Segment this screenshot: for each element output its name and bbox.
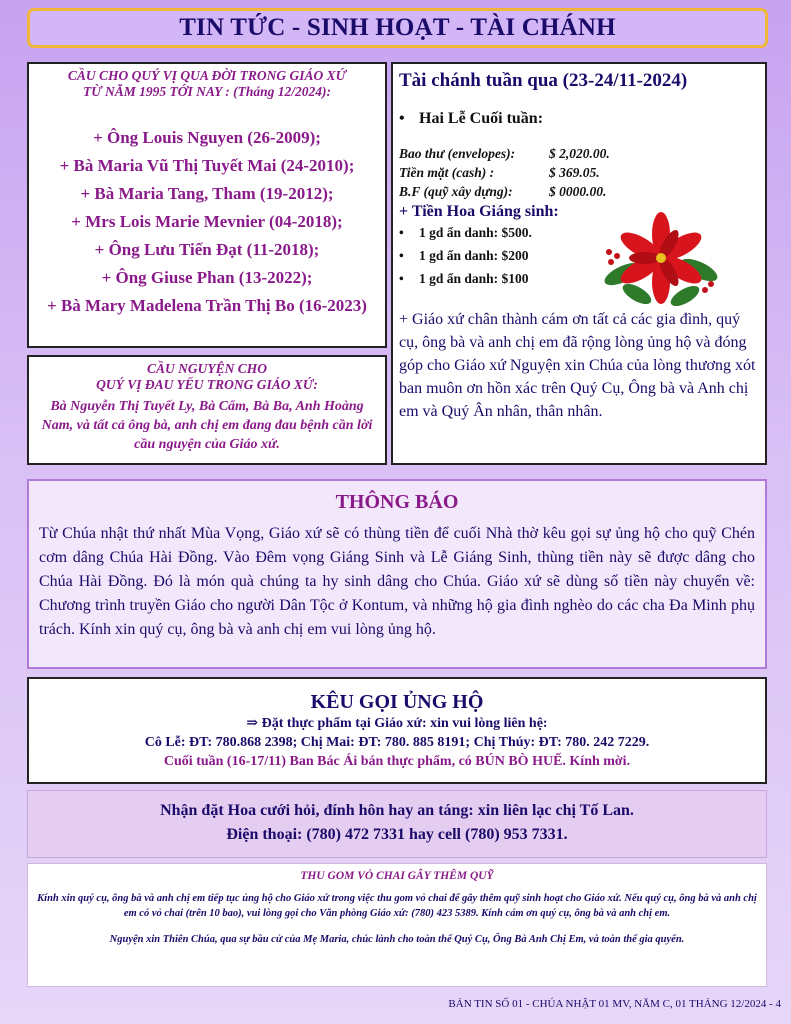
flower-order-line: Nhận đặt Hoa cưới hỏi, đính hôn hay an táng: xin liên lạc chị Tố Lan.: [160, 802, 634, 819]
bullet-icon: •: [399, 225, 404, 240]
finance-row: [399, 144, 759, 163]
finance-row-value: $ 2,020.00.: [549, 146, 610, 161]
flower-order-phone: Điện thoại: (780) 472 7331 hay cell (780) 953 7331.: [226, 826, 568, 843]
page-footer: BẢN TIN SỐ 01 - CHÚA NHẬT 01 MV, NĂM C, 01 THÁNG 12/2024 - 4: [448, 998, 781, 1010]
announcement-box: [27, 479, 767, 669]
thanks-text: + Giáo xứ chân thành cám ơn tất cả các gia đình, quý cụ, ông bà và anh chị em đã rộng lòng ủng hộ và đóng góp cho Giáo xứ Nguyện xin Chúa của lòng thương xót ban muôn ơn hồn xác trên Quý Cụ, Ông bà và Anh chị em và Quý Ân nhân, thân nhân.: [399, 311, 756, 420]
prayer-heading-1: CẦU NGUYỆN CHO: [146, 361, 267, 376]
finance-title: Tài chánh tuần qua (23-24/11-2024): [399, 70, 688, 91]
announcement-title: THÔNG BÁO: [335, 491, 459, 513]
deceased-list: [29, 124, 385, 320]
finance-row-label: Bao thư (envelopes):: [399, 146, 516, 161]
appeal-weekend: Cuối tuần (16-17/11) Ban Bác Ái bán thực phẩm, có BÚN BÒ HUẾ. Kính mời.: [163, 754, 631, 769]
deceased-heading-2: TỪ NĂM 1995 TỚI NAY : (Tháng 12/2024):: [82, 84, 332, 99]
weekend-label: Hai Lễ Cuối tuần:: [419, 110, 544, 127]
finance-row-value: $ 0000.00.: [549, 184, 607, 199]
list-item: + Bà Maria Vũ Thị Tuyết Mai (24-2010);: [59, 156, 355, 175]
finance-row-label: Tiền mặt (cash) :: [399, 165, 495, 180]
list-item: + Ông Louis Nguyen (26-2009);: [93, 128, 321, 147]
list-item: + Mrs Lois Marie Mevnier (04-2018);: [71, 212, 343, 231]
donation-text: 1 gd ẩn danh: $500.: [419, 225, 532, 240]
appeal-box: [27, 677, 767, 784]
finance-row-label: B.F (quỹ xây dựng):: [399, 184, 513, 199]
list-item: + Bà Mary Madelena Trần Thị Bo (16-2023): [47, 296, 367, 315]
appeal-line: ⇒ Đặt thực phẩm tại Giáo xứ: xin vui lòng liên hệ:: [246, 716, 548, 731]
finance-box: [391, 62, 767, 465]
page-title: TIN TỨC - SINH HOẠT - TÀI CHÁNH: [179, 14, 616, 41]
donation-text: 1 gd ẩn danh: $100: [419, 271, 529, 286]
list-item: + Ông Lưu Tiến Đạt (11-2018);: [94, 240, 320, 259]
list-item: + Ông Giuse Phan (13-2022);: [101, 268, 313, 287]
poinsettia-icon: [601, 212, 721, 312]
bullet-icon: •: [399, 271, 404, 286]
prayer-box: [27, 355, 387, 465]
finance-row: [399, 182, 759, 201]
announcement-body: Từ Chúa nhật thứ nhất Mùa Vọng, Giáo xứ sẽ có thùng tiền để cuối Nhà thờ kêu gọi sự ủng hộ cho quỹ Chén cơm dâng Chúa Hài Đồng. Vào Đêm vọng Giáng Sinh và Lễ Giáng Sinh, thùng tiền này sẽ được dâng cho Chúa Hài Đồng. Đó là món quà chúng ta hy sinh dâng cho Chúa. Giáo xứ sẽ dùng số tiền này chuyển về: Chương trình truyền Giáo cho người Dân Tộc ở Kontum, và những hộ gia đình nghèo do các cha Đa Minh phụ trách. Kính xin quý cụ, ông bà và anh chị em vui lòng ủng hộ.: [39, 525, 755, 638]
bullet-icon: •: [399, 248, 404, 263]
blessing-text: Nguyện xin Thiên Chúa, qua sự bầu cử của Mẹ Maria, chúc lành cho toàn thể Quý Cụ, Ông Bà Anh Chị Em, và toàn thể gia quyến.: [109, 934, 685, 945]
page-header: [27, 8, 768, 48]
bullet-icon: •: [399, 110, 405, 127]
deceased-heading-1: CẦU CHO QUÝ VỊ QUA ĐỜI TRONG GIÁO XỨ: [67, 68, 347, 83]
appeal-contacts: Cô Lễ: ĐT: 780.868 2398; Chị Mai: ĐT: 780. 885 8191; Chị Thúy: ĐT: 780. 242 7229.: [144, 735, 650, 750]
christmas-flowers-title: + Tiền Hoa Giáng sinh:: [399, 203, 559, 220]
bottle-collection-body: Kính xin quý cụ, ông bà và anh chị em tiếp tục ủng hộ cho Giáo xứ trong việc thu gom vỏ chai để gây thêm quỹ sinh hoạt cho Giáo xứ. Nếu quý cụ, ông bà và anh chị em có vỏ chai (trên 10 bao), vui lòng gọi cho Văn phòng Giáo xứ: (780) 423 5389. Kính cám ơn quý cụ, ông bà và anh chị em.: [37, 893, 757, 919]
donation-text: 1 gd ẩn danh: $200: [419, 248, 529, 263]
deceased-box: [27, 62, 387, 348]
flower-order-box: [27, 790, 767, 858]
bottle-collection-title: THU GOM VỎ CHAI GÂY THÊM QUỸ: [300, 870, 494, 882]
finance-rows: [399, 144, 759, 201]
weekend-masses: [399, 110, 759, 128]
appeal-title: KÊU GỌI ỦNG HỘ: [310, 691, 484, 713]
prayer-body: Bà Nguyễn Thị Tuyết Ly, Bà Cẩm, Bà Ba, Anh Hoàng Nam, và tất cả ông bà, anh chị em đang đau bệnh cần lời cầu nguyện của Giáo xứ.: [41, 399, 373, 452]
list-item: + Bà Maria Tang, Tham (19-2012);: [80, 184, 334, 203]
finance-row-value: $ 369.05.: [549, 165, 600, 180]
prayer-heading-2: QUÝ VỊ ĐAU YẾU TRONG GIÁO XỨ:: [96, 377, 318, 392]
bottle-collection-box: [27, 863, 767, 987]
finance-row: [399, 163, 759, 182]
